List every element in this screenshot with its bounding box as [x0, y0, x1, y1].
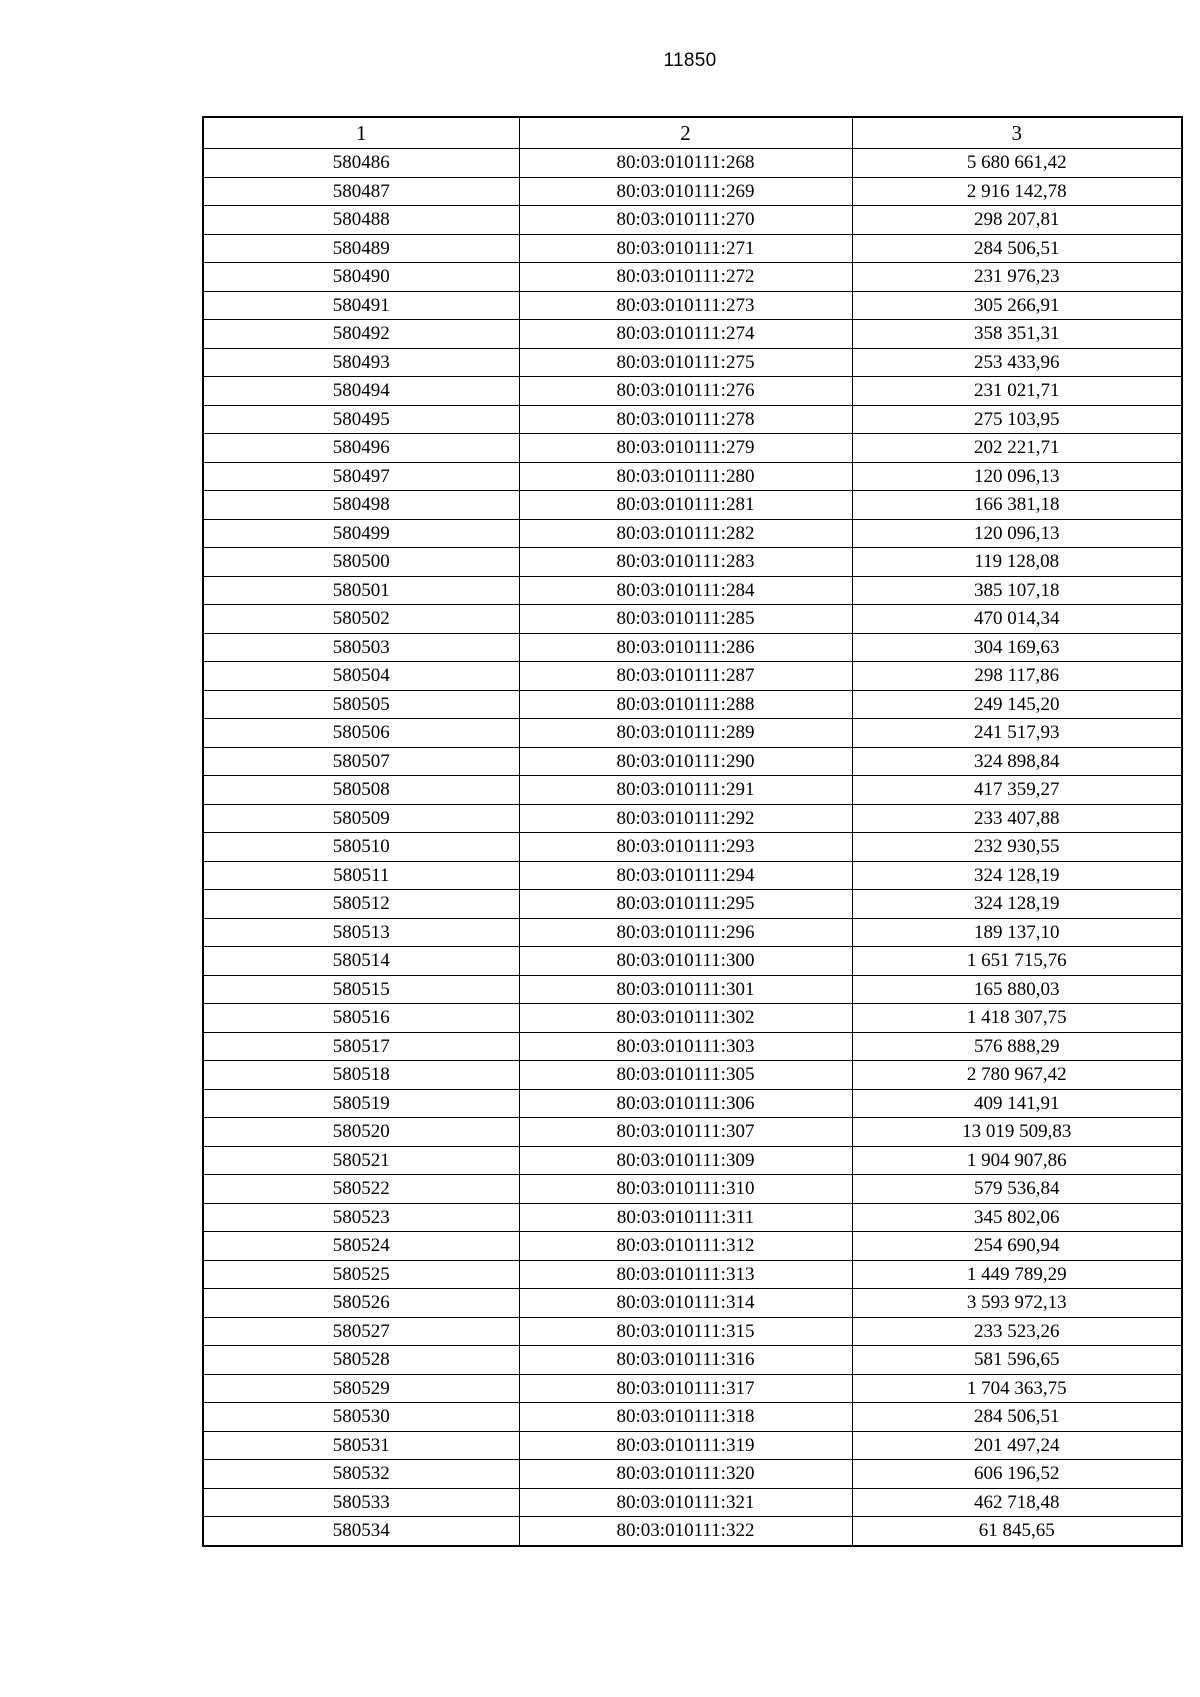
table-cell: 580524 — [203, 1232, 519, 1261]
table-cell: 304 169,63 — [852, 633, 1182, 662]
table-row — [203, 1146, 1182, 1175]
table-cell: 580502 — [203, 605, 519, 634]
table-cell: 358 351,31 — [852, 320, 1182, 349]
table-row — [203, 719, 1182, 748]
table-row — [203, 947, 1182, 976]
table-cell: 80:03:010111:310 — [519, 1175, 852, 1204]
table-row — [203, 1374, 1182, 1403]
table-cell: 580531 — [203, 1431, 519, 1460]
data-table — [202, 116, 1183, 1547]
table-row — [203, 177, 1182, 206]
table-cell: 80:03:010111:311 — [519, 1203, 852, 1232]
table-cell: 3 593 972,13 — [852, 1289, 1182, 1318]
table-cell: 253 433,96 — [852, 348, 1182, 377]
table-row — [203, 462, 1182, 491]
table-row — [203, 1346, 1182, 1375]
table-cell: 580494 — [203, 377, 519, 406]
table-cell: 580495 — [203, 405, 519, 434]
table-cell: 345 802,06 — [852, 1203, 1182, 1232]
table-cell: 417 359,27 — [852, 776, 1182, 805]
table-cell: 80:03:010111:286 — [519, 633, 852, 662]
table-cell: 80:03:010111:282 — [519, 519, 852, 548]
table-cell: 80:03:010111:319 — [519, 1431, 852, 1460]
table-cell: 80:03:010111:275 — [519, 348, 852, 377]
table-cell: 166 381,18 — [852, 491, 1182, 520]
table-cell: 80:03:010111:280 — [519, 462, 852, 491]
table-row — [203, 890, 1182, 919]
table-cell: 80:03:010111:284 — [519, 576, 852, 605]
table-cell: 80:03:010111:314 — [519, 1289, 852, 1318]
table-cell: 580530 — [203, 1403, 519, 1432]
table-row — [203, 234, 1182, 263]
table-cell: 202 221,71 — [852, 434, 1182, 463]
table-cell: 80:03:010111:316 — [519, 1346, 852, 1375]
table-cell: 80:03:010111:309 — [519, 1146, 852, 1175]
table-cell: 580513 — [203, 918, 519, 947]
table-cell: 1 449 789,29 — [852, 1260, 1182, 1289]
table-cell: 80:03:010111:313 — [519, 1260, 852, 1289]
table-cell: 305 266,91 — [852, 291, 1182, 320]
table-cell: 2 916 142,78 — [852, 177, 1182, 206]
table-cell: 580498 — [203, 491, 519, 520]
table-row — [203, 377, 1182, 406]
table-cell: 80:03:010111:322 — [519, 1517, 852, 1546]
table-row — [203, 405, 1182, 434]
table-cell: 606 196,52 — [852, 1460, 1182, 1489]
table-cell: 580515 — [203, 975, 519, 1004]
table-cell: 80:03:010111:287 — [519, 662, 852, 691]
table-cell: 580526 — [203, 1289, 519, 1318]
table-cell: 580520 — [203, 1118, 519, 1147]
table-cell: 80:03:010111:293 — [519, 833, 852, 862]
table-row — [203, 434, 1182, 463]
table-row — [203, 1032, 1182, 1061]
page-number: 11850 — [663, 50, 717, 71]
table-cell: 232 930,55 — [852, 833, 1182, 862]
table-cell: 580517 — [203, 1032, 519, 1061]
table-cell: 580522 — [203, 1175, 519, 1204]
table-cell: 80:03:010111:320 — [519, 1460, 852, 1489]
table-cell: 409 141,91 — [852, 1089, 1182, 1118]
table-cell: 580516 — [203, 1004, 519, 1033]
table-cell: 580529 — [203, 1374, 519, 1403]
table-cell: 80:03:010111:307 — [519, 1118, 852, 1147]
table-cell: 1 704 363,75 — [852, 1374, 1182, 1403]
table-row — [203, 1317, 1182, 1346]
table-row — [203, 605, 1182, 634]
table-cell: 1 904 907,86 — [852, 1146, 1182, 1175]
table-cell: 580508 — [203, 776, 519, 805]
table-cell: 580490 — [203, 263, 519, 292]
table-cell: 165 880,03 — [852, 975, 1182, 1004]
table-cell: 80:03:010111:321 — [519, 1488, 852, 1517]
table-cell: 80:03:010111:291 — [519, 776, 852, 805]
table-cell: 580492 — [203, 320, 519, 349]
table-cell: 580527 — [203, 1317, 519, 1346]
table-cell: 80:03:010111:279 — [519, 434, 852, 463]
table-cell: 1 651 715,76 — [852, 947, 1182, 976]
table-cell: 80:03:010111:290 — [519, 747, 852, 776]
table-row — [203, 833, 1182, 862]
table-cell: 80:03:010111:301 — [519, 975, 852, 1004]
table-row — [203, 747, 1182, 776]
table-cell: 80:03:010111:269 — [519, 177, 852, 206]
table-cell: 580507 — [203, 747, 519, 776]
table-row — [203, 1488, 1182, 1517]
table-cell: 2 780 967,42 — [852, 1061, 1182, 1090]
table-cell: 580533 — [203, 1488, 519, 1517]
table-cell: 470 014,34 — [852, 605, 1182, 634]
table-cell: 233 523,26 — [852, 1317, 1182, 1346]
table-cell: 80:03:010111:271 — [519, 234, 852, 263]
table-row — [203, 1289, 1182, 1318]
table-cell: 462 718,48 — [852, 1488, 1182, 1517]
table-row — [203, 491, 1182, 520]
table-cell: 80:03:010111:278 — [519, 405, 852, 434]
table-cell: 580493 — [203, 348, 519, 377]
table-cell: 580528 — [203, 1346, 519, 1375]
table-cell: 80:03:010111:281 — [519, 491, 852, 520]
table-row — [203, 348, 1182, 377]
table-cell: 80:03:010111:268 — [519, 149, 852, 178]
table-cell: 580503 — [203, 633, 519, 662]
table-body — [203, 149, 1182, 1546]
table-row — [203, 1203, 1182, 1232]
table-cell: 580504 — [203, 662, 519, 691]
table-cell: 119 128,08 — [852, 548, 1182, 577]
table-row — [203, 918, 1182, 947]
table-cell: 80:03:010111:294 — [519, 861, 852, 890]
table-cell: 275 103,95 — [852, 405, 1182, 434]
table-cell: 580510 — [203, 833, 519, 862]
table-cell: 120 096,13 — [852, 462, 1182, 491]
table-cell: 5 680 661,42 — [852, 149, 1182, 178]
table-cell: 249 145,20 — [852, 690, 1182, 719]
table-cell: 231 976,23 — [852, 263, 1182, 292]
table-cell: 80:03:010111:303 — [519, 1032, 852, 1061]
table-cell: 80:03:010111:283 — [519, 548, 852, 577]
table-cell: 80:03:010111:276 — [519, 377, 852, 406]
table-cell: 580491 — [203, 291, 519, 320]
table-cell: 80:03:010111:292 — [519, 804, 852, 833]
table-cell: 254 690,94 — [852, 1232, 1182, 1261]
table-cell: 80:03:010111:288 — [519, 690, 852, 719]
table-cell: 80:03:010111:312 — [519, 1232, 852, 1261]
table-cell: 324 128,19 — [852, 890, 1182, 919]
table-cell: 80:03:010111:305 — [519, 1061, 852, 1090]
table-row — [203, 576, 1182, 605]
table-row — [203, 1460, 1182, 1489]
table-row — [203, 861, 1182, 890]
table-cell: 580519 — [203, 1089, 519, 1118]
table-cell: 241 517,93 — [852, 719, 1182, 748]
table-cell: 189 137,10 — [852, 918, 1182, 947]
table-cell: 385 107,18 — [852, 576, 1182, 605]
table-row — [203, 975, 1182, 1004]
table-cell: 80:03:010111:296 — [519, 918, 852, 947]
table-cell: 80:03:010111:285 — [519, 605, 852, 634]
table-row — [203, 1089, 1182, 1118]
table-cell: 580521 — [203, 1146, 519, 1175]
table-cell: 580523 — [203, 1203, 519, 1232]
table-cell: 580525 — [203, 1260, 519, 1289]
table-cell: 579 536,84 — [852, 1175, 1182, 1204]
table-cell: 580497 — [203, 462, 519, 491]
table-row — [203, 633, 1182, 662]
table-cell: 580501 — [203, 576, 519, 605]
table-cell: 580499 — [203, 519, 519, 548]
table-cell: 80:03:010111:270 — [519, 206, 852, 235]
table-cell: 580489 — [203, 234, 519, 263]
table-row — [203, 206, 1182, 235]
table-row — [203, 1175, 1182, 1204]
table-cell: 580534 — [203, 1517, 519, 1546]
table-cell: 580486 — [203, 149, 519, 178]
table-row — [203, 1061, 1182, 1090]
table-cell: 581 596,65 — [852, 1346, 1182, 1375]
table-row — [203, 662, 1182, 691]
table-row — [203, 804, 1182, 833]
table-cell: 580488 — [203, 206, 519, 235]
table-row — [203, 1118, 1182, 1147]
table-cell: 580514 — [203, 947, 519, 976]
table-cell: 580518 — [203, 1061, 519, 1090]
table-cell: 80:03:010111:315 — [519, 1317, 852, 1346]
table-row — [203, 1004, 1182, 1033]
table-cell: 80:03:010111:295 — [519, 890, 852, 919]
table-cell: 61 845,65 — [852, 1517, 1182, 1546]
table-cell: 120 096,13 — [852, 519, 1182, 548]
table-cell: 324 128,19 — [852, 861, 1182, 890]
table-cell: 201 497,24 — [852, 1431, 1182, 1460]
table-row — [203, 776, 1182, 805]
table-cell: 284 506,51 — [852, 234, 1182, 263]
table-cell: 580487 — [203, 177, 519, 206]
table-row — [203, 1232, 1182, 1261]
table-row — [203, 1431, 1182, 1460]
table-cell: 324 898,84 — [852, 747, 1182, 776]
table-row — [203, 1260, 1182, 1289]
table-cell: 80:03:010111:289 — [519, 719, 852, 748]
table-header-row — [203, 117, 1182, 149]
table-cell: 231 021,71 — [852, 377, 1182, 406]
column-header: 1 — [203, 117, 519, 149]
table-cell: 580505 — [203, 690, 519, 719]
table-cell: 284 506,51 — [852, 1403, 1182, 1432]
table-row — [203, 291, 1182, 320]
table-cell: 580496 — [203, 434, 519, 463]
table-cell: 13 019 509,83 — [852, 1118, 1182, 1147]
table-cell: 580506 — [203, 719, 519, 748]
table-cell: 80:03:010111:302 — [519, 1004, 852, 1033]
table-cell: 80:03:010111:317 — [519, 1374, 852, 1403]
table-cell: 576 888,29 — [852, 1032, 1182, 1061]
table-cell: 580511 — [203, 861, 519, 890]
table-row — [203, 149, 1182, 178]
column-header: 3 — [852, 117, 1182, 149]
table-cell: 580500 — [203, 548, 519, 577]
table-cell: 1 418 307,75 — [852, 1004, 1182, 1033]
table-row — [203, 1403, 1182, 1432]
table-row — [203, 320, 1182, 349]
table-cell: 80:03:010111:306 — [519, 1089, 852, 1118]
table-cell: 80:03:010111:274 — [519, 320, 852, 349]
table-cell: 580532 — [203, 1460, 519, 1489]
column-header: 2 — [519, 117, 852, 149]
table-row — [203, 1517, 1182, 1546]
table-cell: 80:03:010111:273 — [519, 291, 852, 320]
table-row — [203, 690, 1182, 719]
table-cell: 298 117,86 — [852, 662, 1182, 691]
table-cell: 580512 — [203, 890, 519, 919]
table-row — [203, 519, 1182, 548]
table-cell: 298 207,81 — [852, 206, 1182, 235]
table-cell: 580509 — [203, 804, 519, 833]
table-row — [203, 263, 1182, 292]
table-row — [203, 548, 1182, 577]
table-cell: 233 407,88 — [852, 804, 1182, 833]
table-cell: 80:03:010111:300 — [519, 947, 852, 976]
table-cell: 80:03:010111:318 — [519, 1403, 852, 1432]
table-cell: 80:03:010111:272 — [519, 263, 852, 292]
